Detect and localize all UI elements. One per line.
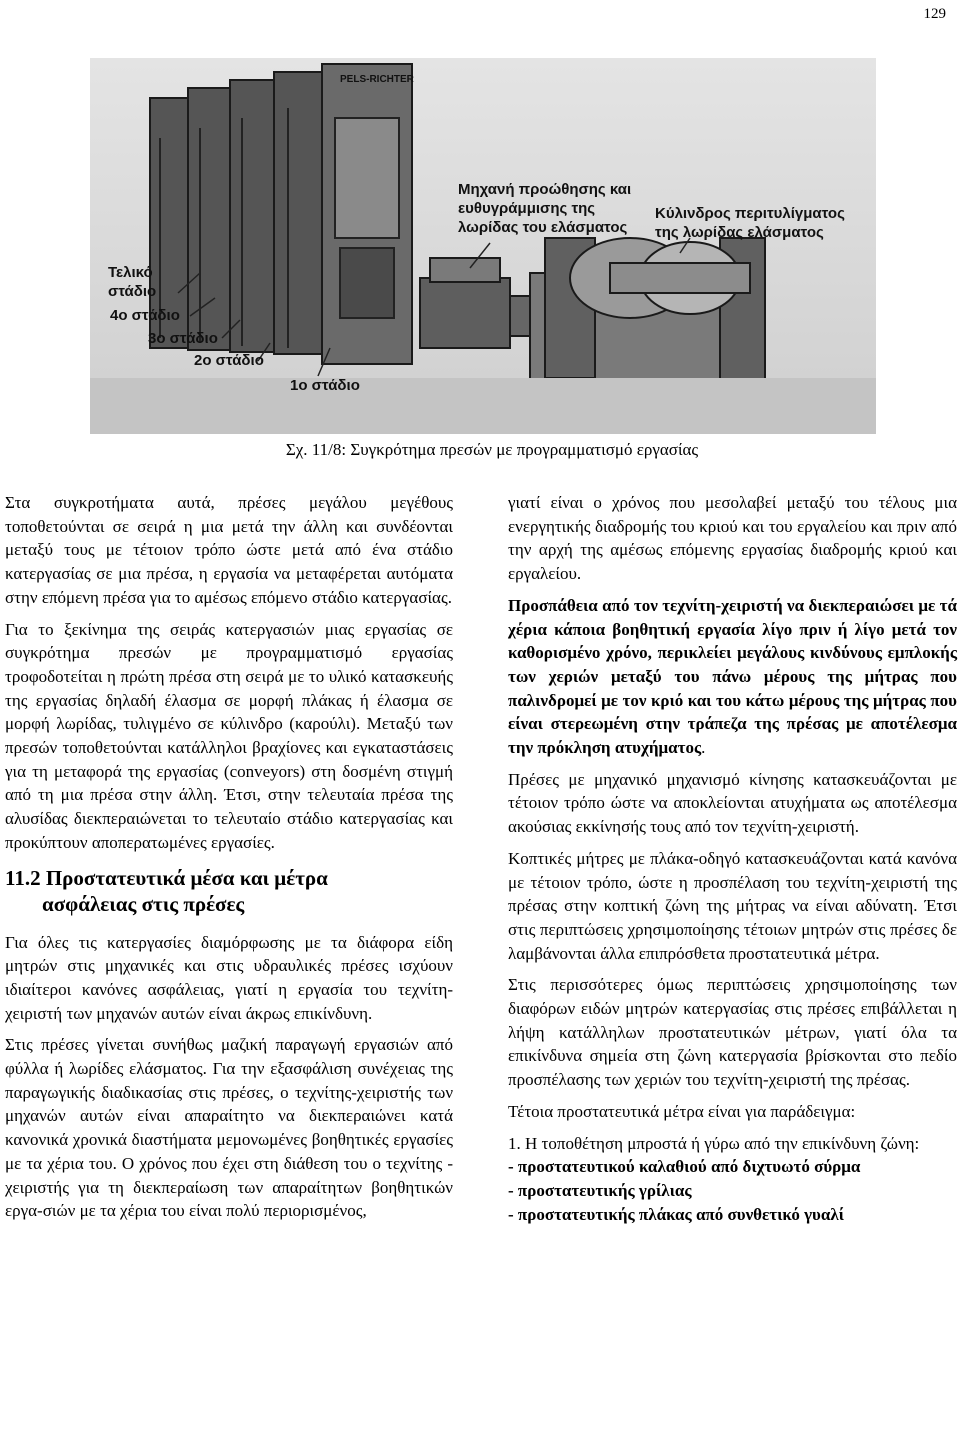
label-stage2: 2ο στάδιο xyxy=(194,352,264,369)
list-item: - προστατευτικού καλαθιού από διχτυωτό σύρμα xyxy=(508,1157,861,1177)
label-coil: Κύλινδρος περιτυλίγματος της λωρίδας ελάσματος xyxy=(655,205,845,241)
right-paragraph-7: 1. Η τοποθέτηση μπροστά ή γύρω από την επικίνδυνη ζώνη: xyxy=(508,1133,920,1153)
press-line-illustration xyxy=(90,58,876,434)
label-stage4: 4ο στάδιο xyxy=(110,307,180,324)
right-paragraph-6: Τέτοια προστατευτικά μέτρα είναι για παράδειγμα: xyxy=(508,1101,856,1121)
left-paragraph-3: Για όλες τις κατεργασίες διαμόρφωσης με τα διάφορα είδη μητρών στις μηχανικές και στις υδραυλικές πρέσες ισχύουν ιδιαίτεροι κανόνες ασφάλειας, γιατί η εργασία του τεχνίτη-χειριστή των μηχανών αυτών είναι άκρως επικίνδυνη. xyxy=(5,932,453,1023)
right-paragraph-2 xyxy=(508,594,957,760)
label-stage3: 3ο στάδιο xyxy=(148,330,218,347)
left-paragraph-4: Στις πρέσες γίνεται συνήθως μαζική παραγωγή εργασιών από φύλλα ή λωρίδες ελάσματος. Για την εξασφάλιση συνέχειας της παραγωγικής διαδικασίας στις πρέσες, ο τεχνίτης-χειριστής των μηχανών αυτών είναι απαραίτητο να διεκπεραιώνει κατά κανονικά χρονικά διαστήματα μεμονωμένες βοηθητικές εργασίες με τα χέρια του. Ο χρόνος που έχει στη διάθεση του ο τεχνίτης - χειριστής για τη διεκπεραίωση των απαραίτητων βοηθητικών εργα-σιών με τα χέρια του είναι πολύ περιορισμένος, xyxy=(5,1035,453,1221)
warning-end: . xyxy=(701,738,706,758)
right-column xyxy=(508,491,957,1226)
label-final-stage xyxy=(108,263,156,301)
right-paragraph-3: Πρέσες με μηχανικό μηχανισμό κίνησης κατασκευάζονται με τέτοιον τρόπο ώστε να αποκλείονται ατυχήματα ως αποτέλεσμα ακούσιας εκκίνησής τους από τον τεχνίτη-χειριστή. xyxy=(508,769,957,837)
section-heading xyxy=(5,865,453,917)
list-item: - προστατευτικής πλάκας από συνθετικό γυαλί xyxy=(508,1204,844,1224)
figure-caption: Σχ. 11/8: Συγκρότημα πρεσών με προγραμματισμό εργασίας xyxy=(285,440,699,459)
page-number: 129 xyxy=(923,6,946,22)
section-number: 11.2 xyxy=(5,865,41,890)
brand-label: PELS-RICHTER xyxy=(340,74,414,85)
figure-press-line xyxy=(90,58,876,434)
label-feeder: Μηχανή προώθησης και ευθυγράμμισης της λωρίδας του ελάσματος xyxy=(458,181,632,236)
right-paragraph-4: Κοπτικές μήτρες με πλάκα-οδηγό κατασκευάζονται κατά κανόνα με τέτοιον τρόπο, ώστε η προσπέλαση του τεχνίτη-χειριστή της πρέσας στην κοπτική ζώνη της μήτρας να είναι αδύνατη. Έτσι στις περιπτώσεις χρησιμοποίησης τέτοιων μητρών στις πρέσες δε λαμβάνονται άλλα επιπρόσθετα προστατευτικά μέτρα. xyxy=(508,848,957,963)
label-stage1: 1ο στάδιο xyxy=(290,377,360,394)
section-title-line1: Προστατευτικά μέσα και μέτρα xyxy=(45,865,328,890)
right-paragraph-1: γιατί είναι ο χρόνος που μεσολαβεί μεταξύ του τέλους μια ενεργητικής διαδρομής του κριού και του εργαλείου και πριν από την αρχή της αμέσως επόμενης εργασίας διαδρομής κριού και εργαλείου. xyxy=(508,493,957,584)
warning-text: Προσπάθεια από τον τεχνίτη-χειριστή να διεκπεραιώσει με τά χέρια κάποια βοηθητική εργασία λίγο πριν ή λίγο μετά τον καθορισμένο χρόνο, περικλείει μεγάλους κινδύνους εμπλοκής των χεριών μεταξύ του πάνω μέρους της μήτρας που παλινδρομεί με τον κριό και του κάτω μέρους της μήτρας που είναι στερεωμένη στην τράπεζα της πρέσας με αποτέλεσμα την πρόκληση ατυχήματος xyxy=(508,595,957,758)
list-item: - προστατευτικής γρίλιας xyxy=(508,1180,692,1200)
section-title-line2: ασφάλειας στις πρέσες xyxy=(42,891,245,916)
right-paragraph-5: Στις περισσότερες όμως περιπτώσεις χρησιμοποίησης των διαφόρων ειδών μητρών κατεργασίας στις πρέσες επιβάλλεται η λήψη κατάλληλων προστατευτικών μέτρων, γιατί όλα τα επικίνδυνα σημεία στη ζώνη κατεργασία βρίσκονται στο πεδίο προσπέλασης των χεριών του τεχνίτη-χειριστή της πρέσας. xyxy=(508,975,957,1090)
left-paragraph-2: Για το ξεκίνημα της σειράς κατεργασιών μιας εργασίας σε συγκρότημα πρεσών με προγραμματισμό εργασίας τροφοδοτείται η πρώτη πρέσα στη σειρά με το υλικό κατασκευής της εργασίας δηλαδή έλασμα σε μορφή πλάκας ή έλασμα σε μορφή λωρίδας, τυλιγμένο σε κύλινδρο (καρούλι). Μεταξύ των πρεσών τοποθετούνται κατάλληλοι βραχίονες και εγκαταστάσεις για τη μεταφορά της εργασίας (conveyors) στη δοσμένη στιγμή από τη μια πρέσα στην άλλη. Έτσι, στην τελευταία πρέσα της αλυσίδας διεκπεραιώνεται το τελευταίο στάδιο κατεργασίας και προκύπτουν αποπερατωμένες εργασίες. xyxy=(5,619,453,852)
left-paragraph-1: Στα συγκροτήματα αυτά, πρέσες μεγάλου μεγέθους τοποθετούνται σε σειρά η μια μετά την άλλη και συνδέονται μεταξύ τους με τέτοιον τρόπο ώστε μετά από ένα στάδιο κατεργασίας σε μια πρέσα, η εργασία να μεταφέρεται αυτόματα στην επόμενη πρέσα για το αμέσως επόμενο στάδιο κατεργασίας. xyxy=(5,493,453,607)
left-column xyxy=(5,491,453,1223)
label-final-stage-text: Τελικό στάδιο xyxy=(108,264,157,300)
